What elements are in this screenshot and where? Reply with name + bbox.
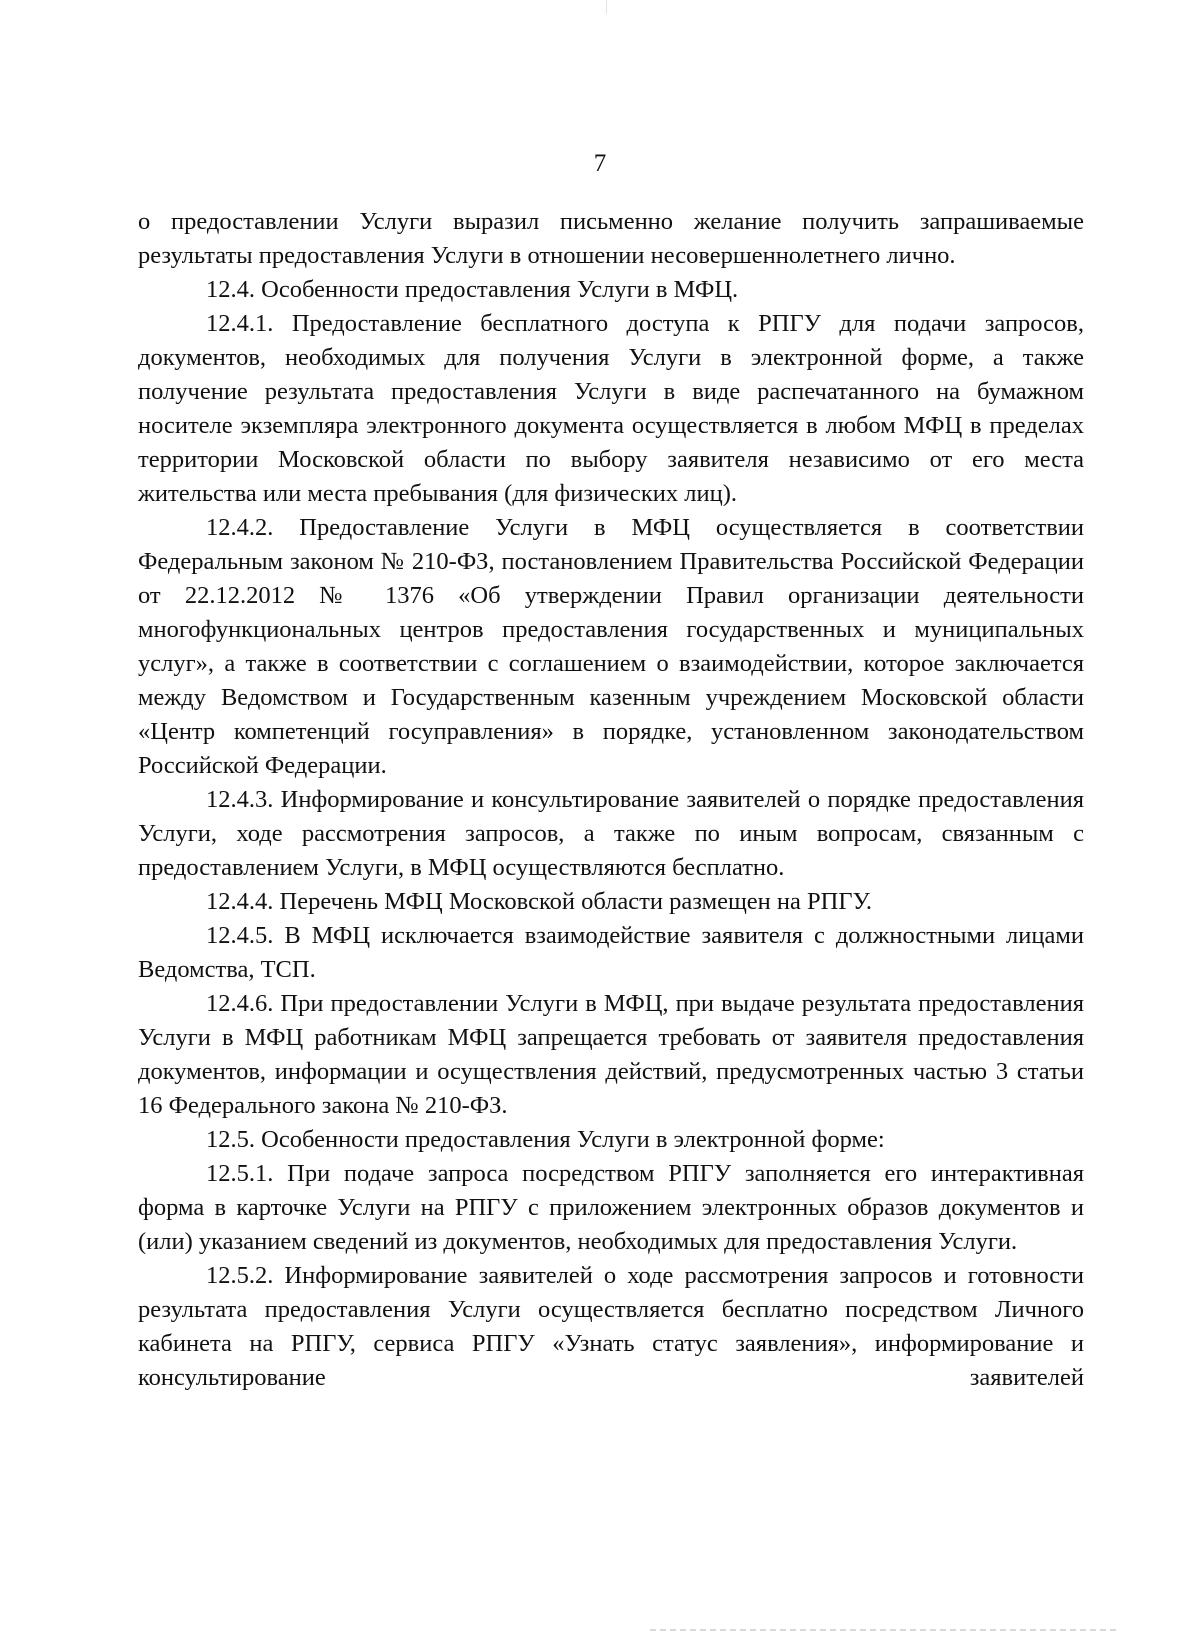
paragraph-12-4-2: 12.4.2. Предоставление Услуги в МФЦ осуществляется в соответствии Федеральным законом № 210-ФЗ, постановлением Правительства Российской Федерации от 22.12.2012 № 1376 «Об утверждении Правил организации деятельности многофункциональных центров предоставления государственных и муниципальных услуг», а также в соответствии с соглашением о взаимодействии, которое заключается между Ведомством и Государственным казенным учреждением Московской области «Центр компетенций госуправления» в порядке, установленном законодательством Российской Федерации.	[138, 514, 1084, 779]
paragraph-12-4-1: 12.4.1. Предоставление бесплатного доступа к РПГУ для подачи запросов, документов, необходимых для получения Услуги в электронной форме, а также получение результата предоставления Услуги в виде распечатанного на бумажном носителе экземпляра электронного документа осуществляется в любом МФЦ в пределах территории Московской области по выбору заявителя независимо от его места жительства или места пребывания (для физических лиц).	[138, 310, 1084, 507]
paragraph-12-5-1: 12.5.1. При подаче запроса посредством РПГУ заполняется его интерактивная форма в карточке Услуги на РПГУ с приложением электронных образов документов и (или) указанием сведений из документов, необходимых для предоставления Услуги.	[138, 1160, 1084, 1255]
paragraph-12-5: 12.5. Особенности предоставления Услуги в электронной форме:	[206, 1126, 885, 1153]
paragraph-12-5-2: 12.5.2. Информирование заявителей о ходе рассмотрения запросов и готовности результата предоставления Услуги осуществляется бесплатно посредством Личного кабинета на РПГУ, сервиса РПГУ «Узнать статус заявления», информирование и консультирование заявителей	[138, 1262, 1084, 1391]
paragraph-continuation: о предоставлении Услуги выразил письменно желание получить запрашиваемые результаты предоставления Услуги в отношении несовершеннолетнего лично.	[138, 208, 1084, 269]
paragraph-12-4: 12.4. Особенности предоставления Услуги в МФЦ.	[206, 276, 739, 303]
page-number: 7	[593, 150, 607, 177]
paragraph-12-4-4: 12.4.4. Перечень МФЦ Московской области размещен на РПГУ.	[206, 888, 872, 915]
paragraph-12-4-3: 12.4.3. Информирование и консультирование заявителей о порядке предоставления Услуги, ходе рассмотрения запросов, а также по иным вопросам, связанным с предоставлением Услуги, в МФЦ осуществляются бесплатно.	[138, 786, 1084, 881]
paragraph-12-4-5: 12.4.5. В МФЦ исключается взаимодействие заявителя с должностными лицами Ведомства, ТСП.	[138, 922, 1084, 983]
scan-artifact-bottom	[650, 1629, 1120, 1631]
document-body	[138, 205, 1084, 1395]
paragraph-12-4-6: 12.4.6. При предоставлении Услуги в МФЦ, при выдаче результата предоставления Услуги в МФЦ работникам МФЦ запрещается требовать от заявителя предоставления документов, информации и осуществления действий, предусмотренных частью 3 статьи 16 Федерального закона № 210-ФЗ.	[138, 990, 1084, 1119]
scan-artifact-top	[606, 0, 607, 14]
